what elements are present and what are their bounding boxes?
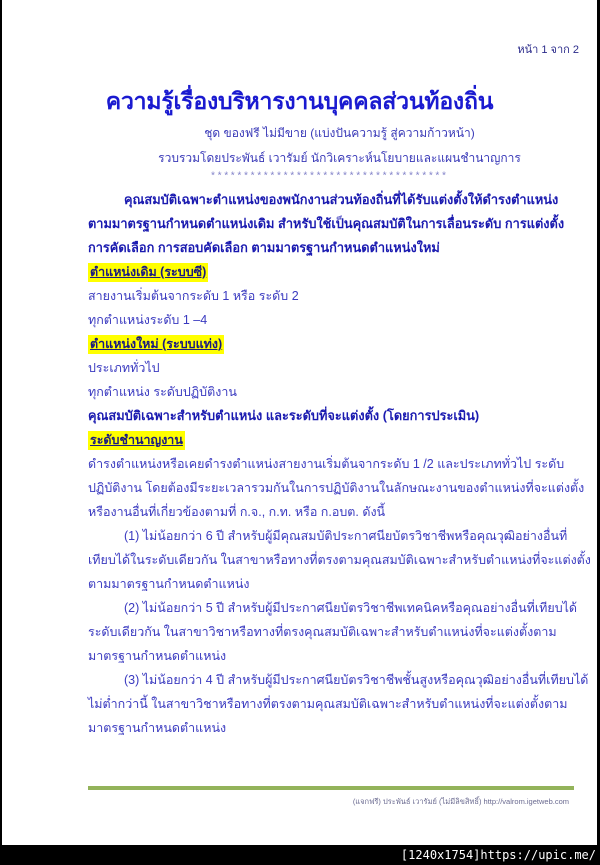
skilled-para-line-1: ดำรงตำแหน่งหรือเคยดำรงตำแหน่งสายงานเริ่มต้นจากระดับ 1 /2 และประเภททั่วไป ระดับ	[88, 457, 565, 471]
document-subtitle-1: ชุด ของฟรี ไม่มีขาย (แบ่งปันความรู้ สู่ความก้าวหน้า)	[204, 126, 475, 140]
new-position-line-1: ประเภททั่วไป	[88, 361, 160, 375]
item-1-line-2: เทียบได้ในระดับเดียวกัน ในสาขาหรือทางที่ตรงตามคุณสมบัติเฉพาะสำหรับตำแหน่งที่จะแต่งตั้ง	[88, 553, 591, 567]
item-3-line-3: มาตรฐานกำหนดตำแหน่ง	[88, 721, 227, 735]
skilled-para-line-2: ปฏิบัติงาน โดยต้องมีระยะเวลารวมกันในการปฏิบัติงานในลักษณะงานของตำแหน่งที่จะแต่งตั้ง	[88, 481, 585, 495]
item-1-line-3: ตามมาตรฐานกำหนดตำแหน่ง	[88, 577, 250, 591]
new-position-line-2: ทุกตำแหน่ง ระดับปฏิบัติงาน	[88, 385, 237, 399]
item-3-line-1: (3) ไม่น้อยกว่า 4 ปี สำหรับผู้มีประกาศนียบัตรวิชาชีพชั้นสูงหรือคุณวุฒิอย่างอื่นที่เทียบได้	[124, 673, 589, 687]
item-3-line-2: ไม่ต่ำกว่านี้ ในสาขาวิชาหรือทางที่ตรงตามคุณสมบัติเฉพาะสำหรับตำแหน่งที่จะแต่งตั้งตาม	[88, 697, 568, 711]
document-page	[2, 0, 597, 845]
item-2-line-1: (2) ไม่น้อยกว่า 5 ปี สำหรับผู้มีประกาศนียบัตรวิชาชีพเทคนิคหรือคุณอย่างอื่นที่เทียบได้	[124, 601, 578, 615]
new-position-heading: ตำแหน่งใหม่ (ระบบแท่ง)	[88, 335, 224, 354]
skilled-level-heading: ระดับชำนาญงาน	[88, 431, 185, 450]
old-position-heading: ตำแหน่งเดิม (ระบบซี)	[88, 263, 208, 282]
document-subtitle-2: รวบรวมโดยประพันธ์ เวารัมย์ นักวิเคราะห์นโยบายและแผนชำนาญการ	[158, 151, 521, 165]
old-position-heading-row	[88, 260, 588, 284]
intro-line-2: ตามมาตรฐานกำหนดตำแหน่งเดิม สำหรับใช้เป็นคุณสมบัติในการเลื่อนระดับ การแต่งตั้ง	[88, 216, 565, 231]
page-indicator: หน้า 1 จาก 2	[517, 44, 579, 56]
item-2-line-3: มาตรฐานกำหนดตำแหน่ง	[88, 649, 227, 663]
footer-credit: (แจกฟรี) ประพันธ์ เวารัมย์ (ไม่มีลิขสิทธิ์) http://valrom.igetweb.com	[352, 797, 569, 806]
separator-stars: ************************************	[210, 172, 448, 183]
old-position-line-2: ทุกตำแหน่งระดับ 1 –4	[88, 313, 208, 327]
skilled-para-line-3: หรืองานอื่นที่เกี่ยวข้องตามที่ ก.จ., ก.ท. หรือ ก.อบต. ดังนี้	[88, 505, 386, 519]
item-1-line-1: (1) ไม่น้อยกว่า 6 ปี สำหรับผู้มีคุณสมบัติประกาศนียบัตรวิชาชีพหรือคุณวุฒิอย่างอื่นที่	[124, 529, 568, 543]
image-watermark: [1240x1754]https://upic.me/	[400, 848, 596, 862]
skilled-level-heading-row	[88, 428, 588, 452]
intro-line-3: การคัดเลือก การสอบคัดเลือก ตามมาตรฐานกำหนดตำแหน่งใหม่	[88, 240, 440, 255]
intro-line-1: คุณสมบัติเฉพาะตำแหน่งของพนักงานส่วนท้องถิ่นที่ได้รับแต่งตั้งให้ดำรงตำแหน่ง	[124, 192, 559, 207]
qualification-heading: คุณสมบัติเฉพาะสำหรับตำแหน่ง และระดับที่จะแต่งตั้ง (โดยการประเมิน)	[88, 408, 480, 423]
new-position-heading-row	[88, 332, 588, 356]
item-2-line-2: ระดับเดียวกัน ในสาขาวิชาหรือทางที่ตรงคุณสมบัติเฉพาะสำหรับตำแหน่งที่จะแต่งตั้งตาม	[88, 625, 557, 639]
document-title: ความรู้เรื่องบริหารงานบุคคลส่วนท้องถิ่น	[105, 88, 494, 114]
document-body	[88, 188, 591, 740]
footer-divider	[88, 786, 574, 790]
old-position-line-1: สายงานเริ่มต้นจากระดับ 1 หรือ ระดับ 2	[88, 289, 299, 303]
